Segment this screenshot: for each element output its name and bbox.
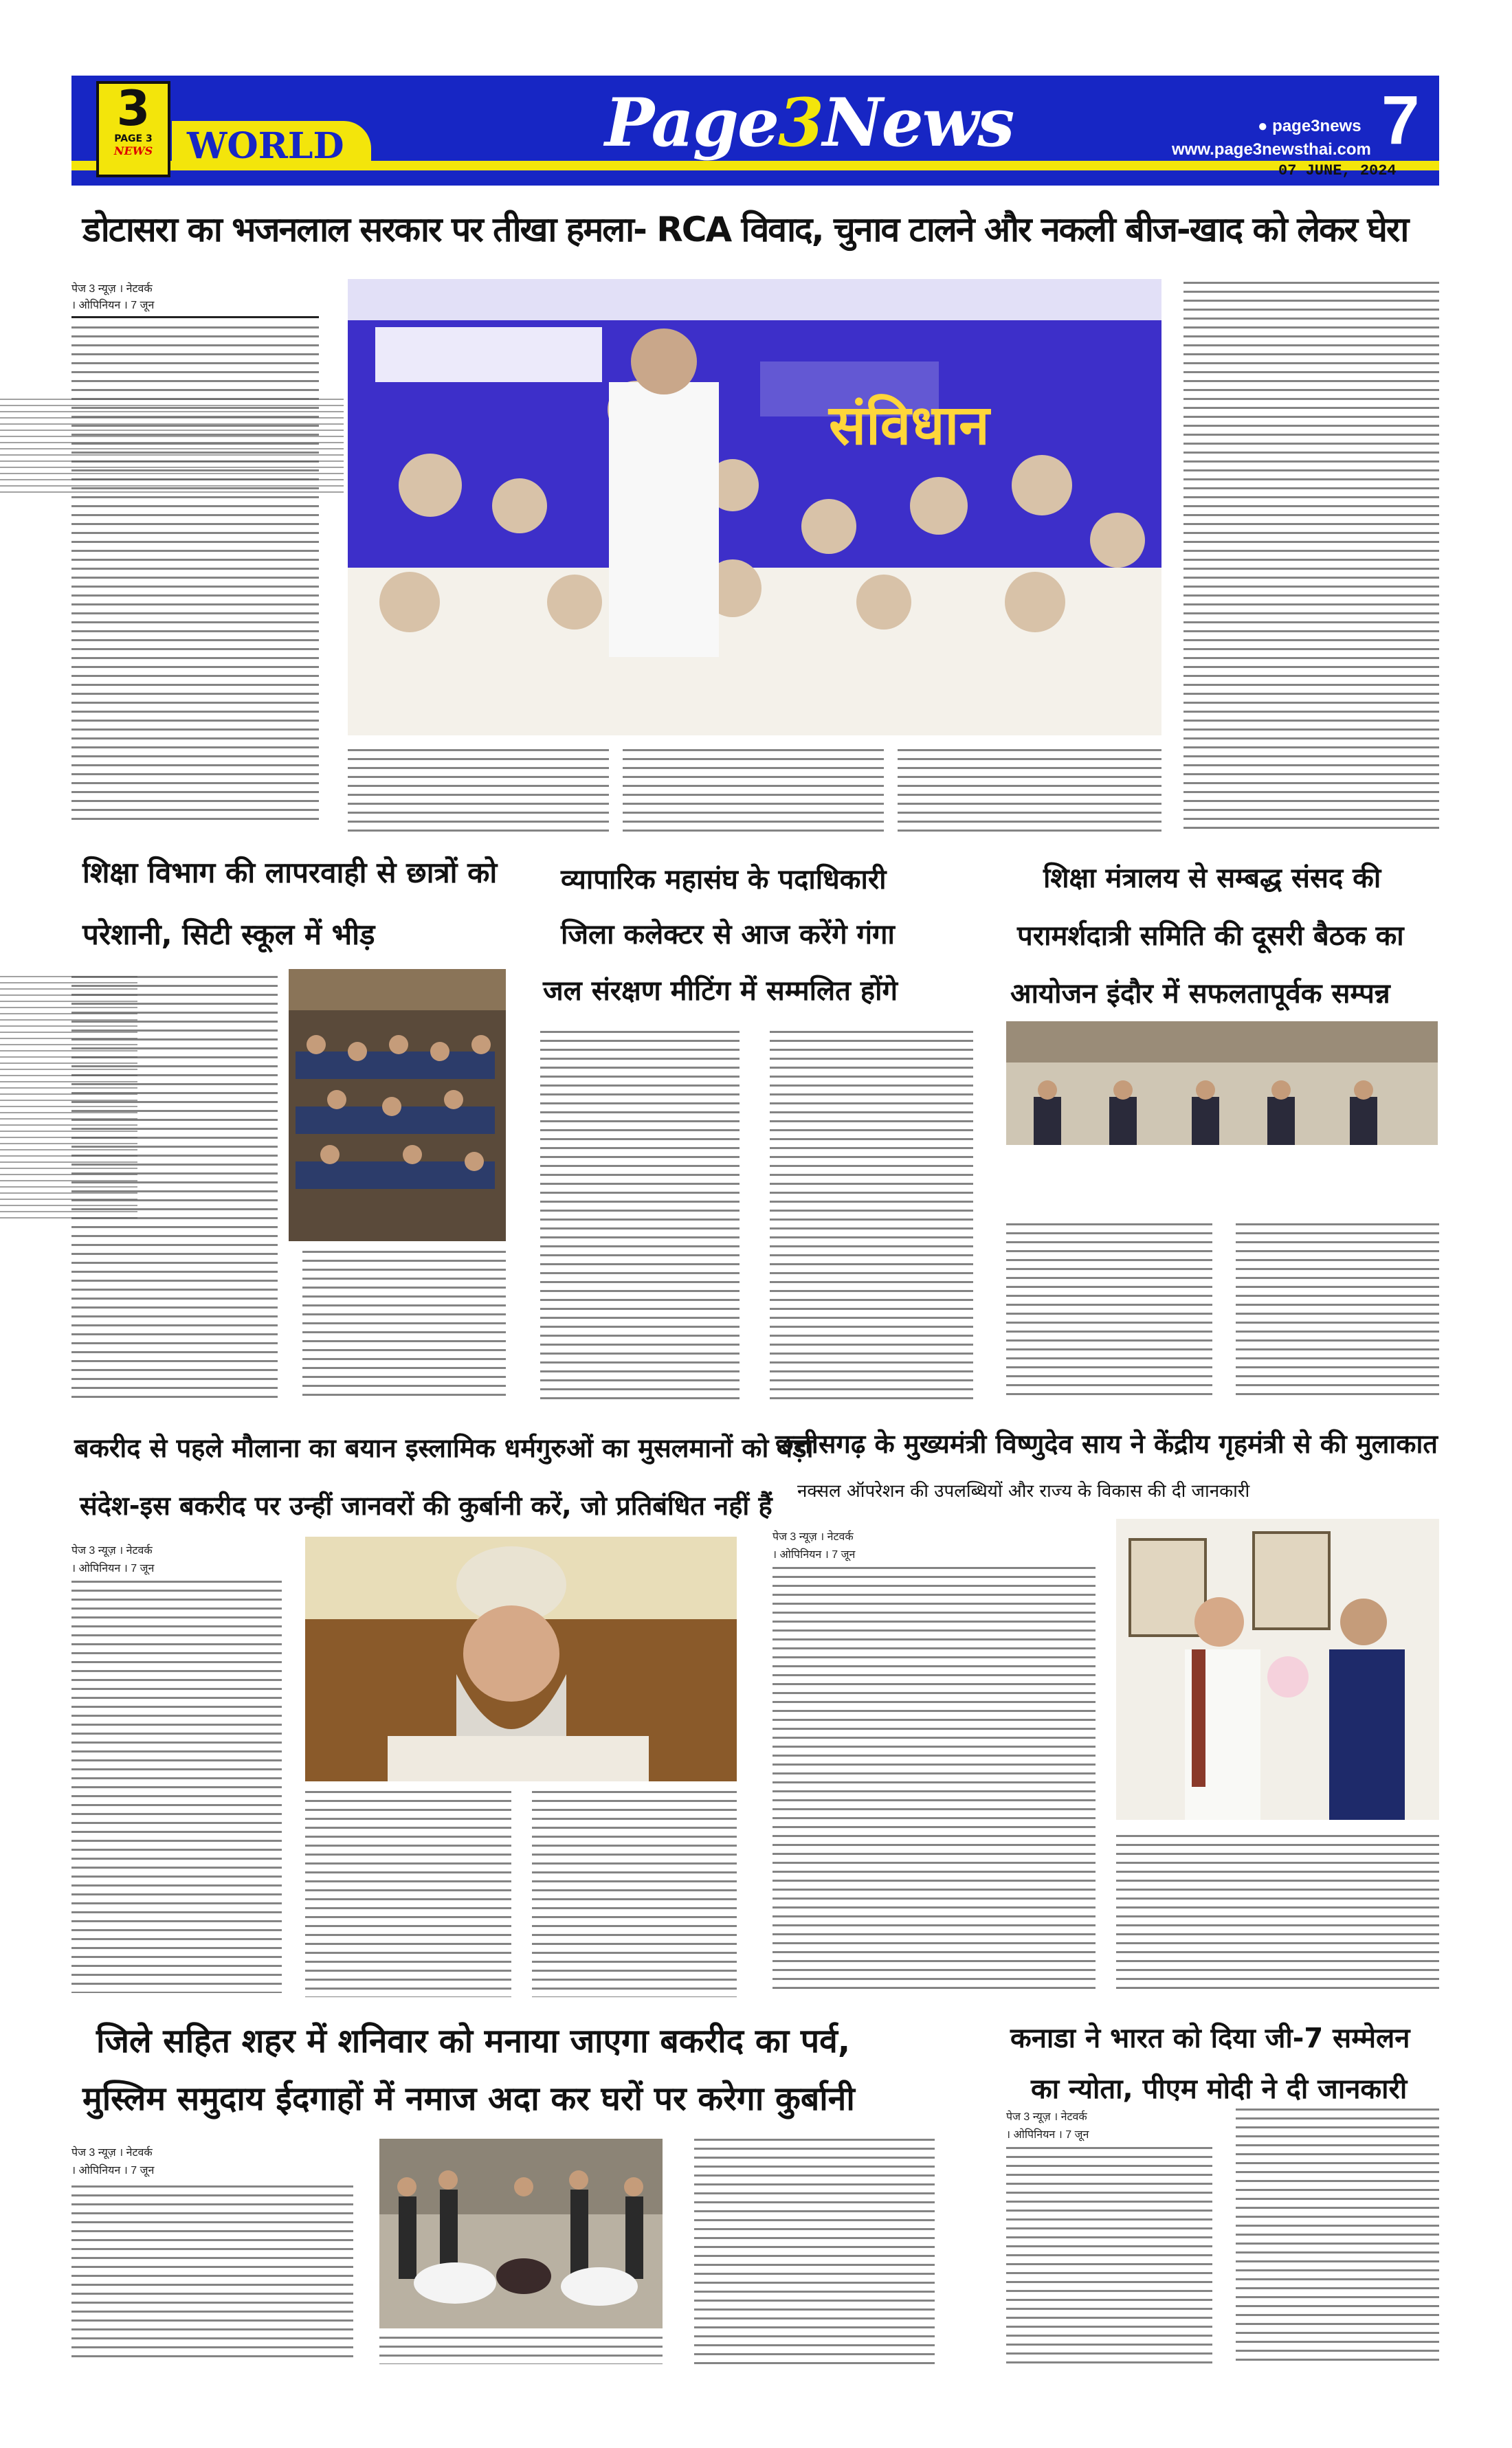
article-1-dateline: । ओपिनियन । 7 जून (71, 300, 155, 311)
article-5-dateline: । ओपिनियन । 7 जून (71, 1563, 155, 1574)
article-5-headline-1[interactable]: बकरीद से पहले मौलाना का बयान इस्लामिक धर्मगुरुओं का मुसलमानों को बड़ा (74, 1433, 814, 1463)
brand-part2: 3 (778, 84, 823, 162)
article-8-byline: पेज 3 न्यूज़ । नेटवर्क (1006, 2111, 1087, 2123)
article-4-headline-2[interactable]: परामर्शदात्री समिति की दूसरी बैठक का (1017, 920, 1404, 952)
article-8-dateline: । ओपिनियन । 7 जून (1006, 2129, 1089, 2141)
article-8-column-1 (1006, 2147, 1212, 2364)
meeting-handshake-svg (1116, 1519, 1439, 1820)
article-6-column-2 (1116, 1835, 1439, 1993)
social-handle[interactable]: ● page3news (1258, 117, 1361, 135)
article-3-headline-3[interactable]: जल संरक्षण मीटिंग में सम्मलित होंगे (543, 975, 898, 1007)
article-7-column-1 (71, 2185, 353, 2364)
article-1-column-3 (898, 749, 1161, 832)
goats-photo-svg (379, 2139, 663, 2328)
section-label: WORLD (187, 125, 344, 167)
byline-rule (71, 316, 319, 318)
article-7-byline: पेज 3 न्यूज़ । नेटवर्क (71, 2147, 153, 2159)
article-2-headline-1[interactable]: शिक्षा विभाग की लापरवाही से छात्रों को (82, 856, 498, 889)
article-8-column-2 (1236, 2108, 1439, 2364)
page3-logo[interactable] (96, 81, 170, 177)
article-6-headline[interactable]: छत्तीसगढ़ के मुख्यमंत्री विष्णुदेव साय ने केंद्रीय गृहमंत्री से की मुलाकात (775, 1429, 1438, 1459)
crowd-photo-svg (289, 969, 506, 1241)
article-6-column-1 (772, 1567, 1096, 1993)
article-7-headline-1[interactable]: जिले सहित शहर में शनिवार को मनाया जाएगा बकरीद का पर्व, (96, 2022, 851, 2060)
brand-part1: Page (605, 84, 779, 162)
article-3-headline-1[interactable]: व्यापारिक महासंघ के पदाधिकारी (561, 864, 887, 895)
page-number: 7 (1381, 82, 1420, 159)
article-6-byline: पेज 3 न्यूज़ । नेटवर्क (772, 1531, 854, 1543)
article-3-column-2 (770, 1031, 973, 1402)
article-7-caption (379, 2337, 663, 2364)
article-7-photo (379, 2139, 663, 2328)
article-1-caption-lines (348, 749, 609, 832)
article-5-column-2 (305, 1791, 511, 1997)
article-1-column-4 (1183, 282, 1439, 832)
logo-line1: PAGE 3 (114, 133, 153, 144)
article-8-headline-1[interactable]: कनाडा ने भारत को दिया जी-7 सम्मेलन (1010, 2023, 1410, 2054)
article-2-headline-2[interactable]: परेशानी, सिटी स्कूल में भीड़ (82, 917, 375, 951)
article-2-photo (289, 969, 506, 1241)
article-5-column-3 (532, 1791, 737, 1997)
meeting-photo-svg (1006, 1021, 1438, 1205)
issue-date: 07 JUNE, 2024 (1278, 162, 1397, 179)
article-4-headline-1[interactable]: शिक्षा मंत्रालय से सम्बद्ध संसद की (1043, 863, 1381, 894)
article-8-headline-2[interactable]: का न्योता, पीएम मोदी ने दी जानकारी (1031, 2073, 1408, 2105)
article-5-photo (305, 1537, 737, 1781)
rally-photo-svg (348, 279, 1161, 735)
article-5-headline-2[interactable]: संदेश-इस बकरीद पर उन्हीं जानवरों की कुर्बानी करें, जो प्रतिबंधित नहीं हैं (80, 1491, 772, 1521)
article-5-byline: पेज 3 न्यूज़ । नेटवर्क (71, 1545, 153, 1557)
article-1-byline: पेज 3 न्यूज़ । नेटवर्क (71, 283, 153, 295)
article-4-column-2 (1236, 1223, 1439, 1402)
article-3-column-1 (540, 1031, 740, 1402)
article-1-photo (348, 279, 1161, 735)
scan-artifact (0, 399, 344, 495)
article-6-subheadline: नक्सल ऑपरेशन की उपलब्धियों और राज्य के विकास की दी जानकारी (797, 1481, 1250, 1502)
article-1-column-2 (623, 749, 884, 832)
article-7-dateline: । ओपिनियन । 7 जून (71, 2165, 155, 2177)
article-4-photo (1006, 1021, 1438, 1205)
website-link[interactable]: www.page3newsthai.com (1172, 140, 1371, 159)
article-7-headline-2[interactable]: मुस्लिम समुदाय ईदगाहों में नमाज अदा कर घरों पर करेगा कुर्बानी (82, 2080, 855, 2118)
banner-text: संविधान (829, 393, 990, 457)
scan-artifact-2 (0, 976, 137, 1223)
article-7-column-2 (694, 2139, 935, 2366)
brand-title[interactable] (605, 84, 1013, 162)
article-5-column-1 (71, 1581, 282, 1993)
logo-line2: NEWS (113, 144, 153, 157)
article-6-photo (1116, 1519, 1439, 1820)
article-4-column-1 (1006, 1223, 1212, 1402)
article-6-dateline: । ओपिनियन । 7 जून (772, 1549, 856, 1561)
logo-number: 3 (116, 80, 151, 137)
cleric-photo-svg (305, 1537, 737, 1781)
brand-part3: News (822, 84, 1014, 162)
article-2-column-2 (302, 1251, 506, 1402)
article-1-headline[interactable]: डोटासरा का भजनलाल सरकार पर तीखा हमला- RCA विवाद, चुनाव टालने और नकली बीज-खाद को लेकर घेरा (82, 210, 1408, 249)
article-3-headline-2[interactable]: जिला कलेक्टर से आज करेंगे गंगा (561, 919, 895, 950)
article-4-headline-3[interactable]: आयोजन इंदौर में सफलतापूर्वक सम्पन्न (1010, 978, 1390, 1010)
